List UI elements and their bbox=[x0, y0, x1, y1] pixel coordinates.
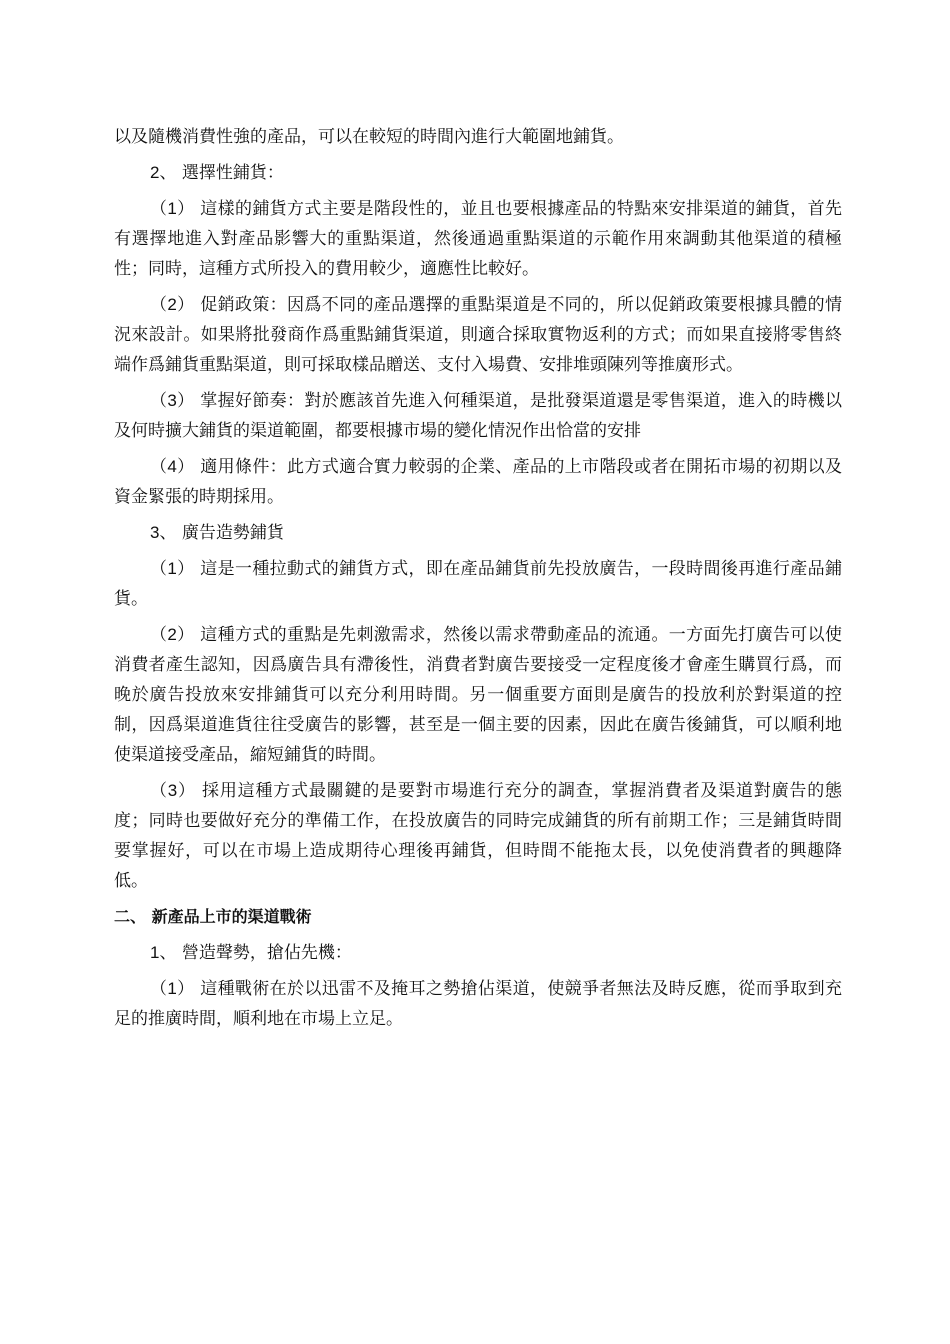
item-number: 3、 bbox=[150, 523, 177, 542]
list-item bbox=[114, 452, 842, 512]
list-item bbox=[114, 194, 842, 284]
item-number: （4） bbox=[150, 457, 195, 476]
section-heading bbox=[114, 902, 842, 932]
item-number: （3） bbox=[150, 781, 196, 800]
paragraph-text: 以及隨機消費性強的產品，可以在較短的時間內進行大範圍地鋪貨。 bbox=[114, 127, 624, 147]
item-number: （1） bbox=[150, 979, 195, 998]
subheading-text: 營造聲勢，搶佔先機： bbox=[176, 943, 352, 963]
paragraph-text: 採用這種方式最關鍵的是要對市場進行充分的調查，掌握消費者及渠道對廣告的態度；同時也要做好充分的準備工作，在投放廣告的同時完成鋪貨的所有前期工作；三是鋪貨時間要掌握好，可以在市場上造成期待心理後再鋪貨，但時間不能拖太長，以免使消費者的興趣降低。 bbox=[114, 781, 842, 891]
subheading-selective-distribution bbox=[114, 158, 842, 188]
paragraph-text: 這種戰術在於以迅雷不及掩耳之勢搶佔渠道，使競爭者無法及時反應，從而爭取到充足的推廣時間，順利地在市場上立足。 bbox=[114, 979, 842, 1029]
list-item bbox=[114, 386, 842, 446]
list-item bbox=[114, 776, 842, 896]
section-title: 新產品上市的渠道戰術 bbox=[146, 907, 312, 926]
paragraph-text: 掌握好節奏：對於應該首先進入何種渠道，是批發渠道還是零售渠道，進入的時機以及何時擴大鋪貨的渠道範圍，都要根據市場的變化情況作出恰當的安排 bbox=[114, 391, 842, 441]
item-number: （2） bbox=[150, 625, 195, 644]
paragraph-continuation bbox=[114, 122, 842, 152]
document-body bbox=[114, 122, 842, 1040]
list-item bbox=[114, 974, 842, 1034]
list-item bbox=[114, 554, 842, 614]
paragraph-text: 這種方式的重點是先刺激需求，然後以需求帶動產品的流通。一方面先打廣告可以使消費者產生認知，因爲廣告具有滯後性，消費者對廣告要接受一定程度後才會產生購買行爲，而晚於廣告投放來安排鋪貨可以充分利用時間。另一個重要方面則是廣告的投放利於對渠道的控制，因爲渠道進貨往往受廣告的影響，甚至是一個主要的因素，因此在廣告後鋪貨，可以順利地使渠道接受產品，縮短鋪貨的時間。 bbox=[114, 625, 842, 765]
item-number: 1、 bbox=[150, 943, 177, 962]
item-number: （3） bbox=[150, 391, 195, 410]
list-item bbox=[114, 620, 842, 770]
subheading-advertising-distribution bbox=[114, 518, 842, 548]
item-number: （1） bbox=[150, 199, 195, 218]
item-number: （2） bbox=[150, 295, 195, 314]
section-number: 二、 bbox=[114, 907, 147, 926]
subheading-text: 廣告造勢鋪貨 bbox=[176, 523, 284, 543]
paragraph-text: 促銷政策：因爲不同的產品選擇的重點渠道是不同的，所以促銷政策要根據具體的情況來設計。如果將批發商作爲重點鋪貨渠道，則適合採取實物返利的方式；而如果直接將零售終端作爲鋪貨重點渠道，則可採取樣品贈送、支付入場費、安排堆頭陳列等推廣形式。 bbox=[114, 295, 842, 375]
paragraph-text: 適用條件：此方式適合實力較弱的企業、產品的上市階段或者在開拓市場的初期以及資金緊張的時期採用。 bbox=[114, 457, 842, 507]
list-item bbox=[114, 290, 842, 380]
paragraph-text: 這樣的鋪貨方式主要是階段性的，並且也要根據產品的特點來安排渠道的鋪貨，首先有選擇地進入對產品影響大的重點渠道，然後通過重點渠道的示範作用來調動其他渠道的積極性；同時，這種方式所投入的費用較少，適應性比較好。 bbox=[114, 199, 842, 279]
subheading-momentum bbox=[114, 938, 842, 968]
subheading-text: 選擇性鋪貨： bbox=[176, 163, 284, 183]
paragraph-text: 這是一種拉動式的鋪貨方式，即在產品鋪貨前先投放廣告，一段時間後再進行產品鋪貨。 bbox=[114, 559, 842, 609]
item-number: （1） bbox=[150, 559, 195, 578]
item-number: 2、 bbox=[150, 163, 177, 182]
